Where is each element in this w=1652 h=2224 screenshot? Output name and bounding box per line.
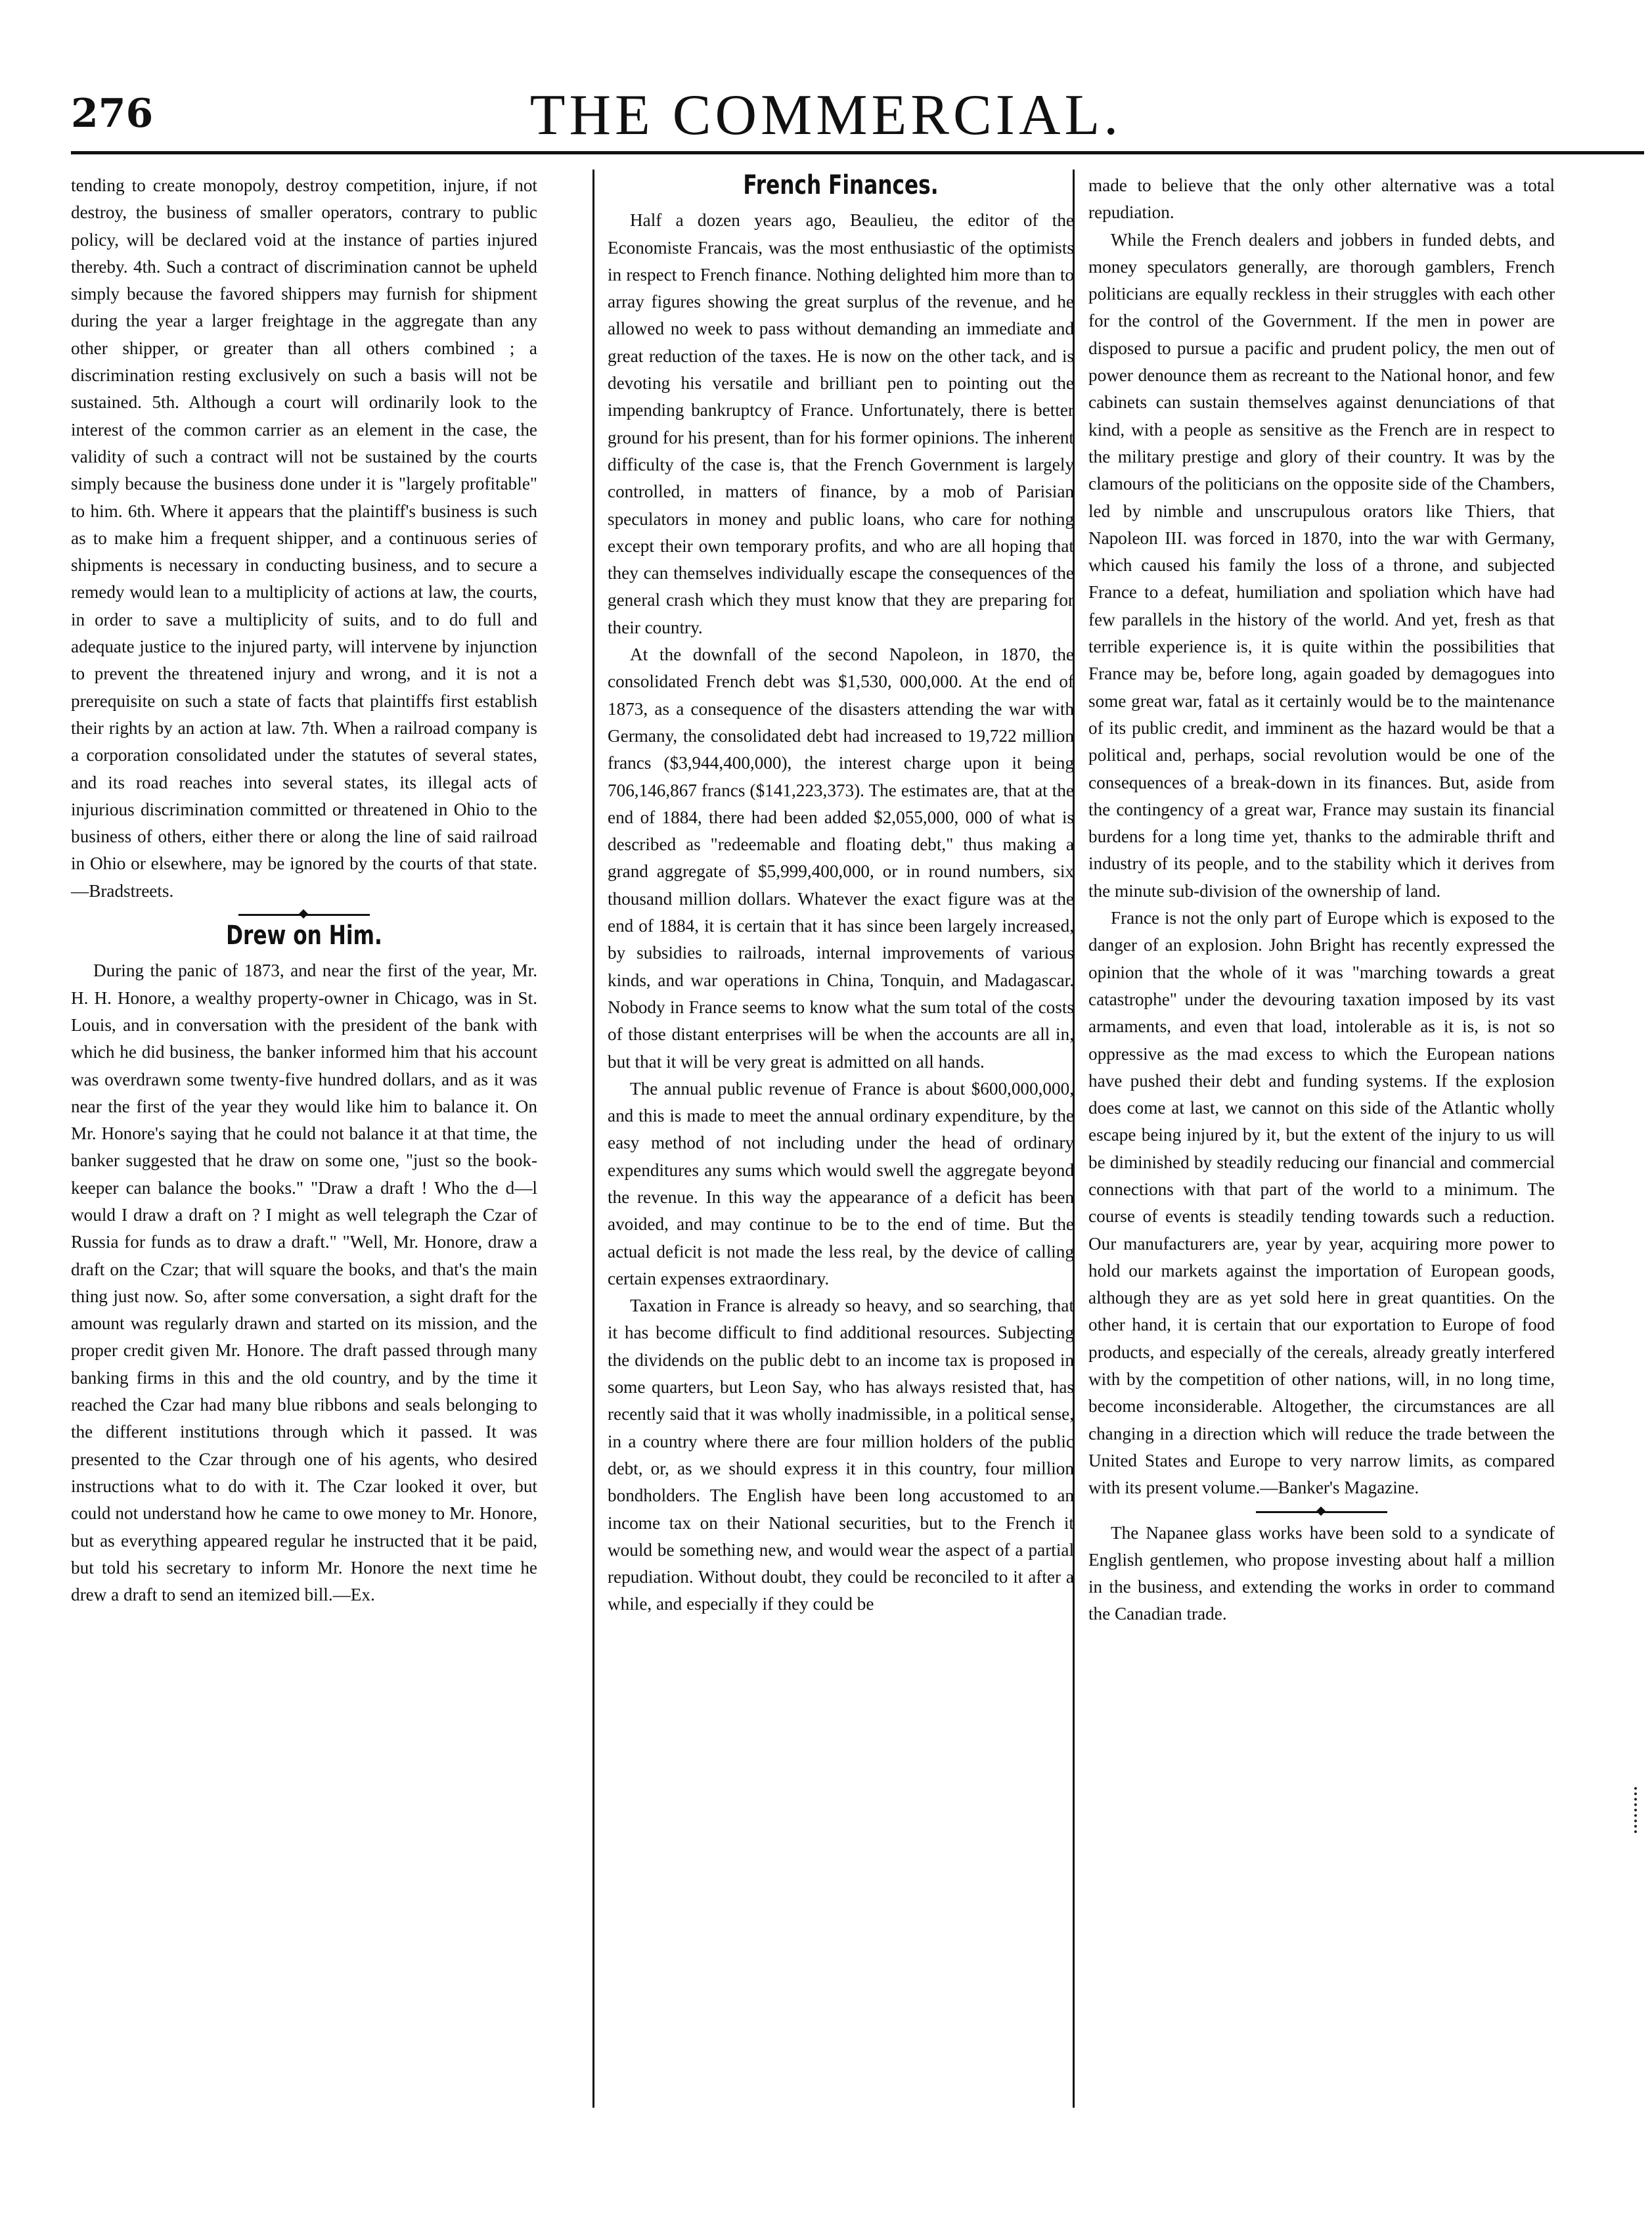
header-rule [71, 151, 1644, 154]
article-paragraph: Half a dozen years ago, Beaulieu, the editor of the Economiste Francais, was the most enthusiastic of the optimists in respect to French finance. Nothing delighted him more than to array figures showing the great surplus of the revenue, and he allowed no week to pass without demanding an immediate and great reduction of the taxes. He is now on the other tack, and is devoting his versatile and brilliant pen to pointing out the impending bankruptcy of France. Unfortunately, there is better ground for his present, than for his former opinions. The inherent difficulty of the case is, that the French Government is largely controlled, in matters of finance, by a mob of Parisian speculators in money and public loans, who care for nothing except their own temporary profits, and who are all hoping that they can themselves individually escape the consequences of the general crash which they must know that they are preparing for their country. [608, 210, 1074, 637]
column-1 [71, 172, 537, 1608]
article-paragraph: France is not the only part of Europe which is exposed to the danger of an explosion. John Bright has recently expressed the opinion that the whole of it was "marching towards a great catastrophe" under the devouring taxation imposed by its vast armaments, and even that load, intolerable as it is, is not so oppressive as the mad excess to which the European nations have pushed their debt and funding systems. If the explosion does come at last, we cannot on this side of the Atlantic wholly escape being injured by it, but the extent of the injury to us will be diminished by steadily reducing our financial and commercial connections with that part of the world to a minimum. The course of events is steadily tending towards such a reduction. Our manufacturers are, year by year, acquiring more power to hold our markets against the importation of European goods, although they are as yet sold here in great quantities. On the other hand, it is certain that our exportation to Europe of food products, and especially of the cereals, already greatly interfered with by the competition of other nations, will, in no long time, become inconsiderable. Altogether, the circumstances are all changing in a direction which will reduce the trade between the United States and Europe to very narrow limits, as compared with its present volume.—Banker's Magazine. [1088, 908, 1555, 1498]
article-continued-text: tending to create monopoly, destroy competition, injure, if not destroy, the business of smaller operators, contrary to public policy, will be declared void at the instance of parties injured thereby. 4th. Such a contract of discrimination cannot be upheld simply because the favored shippers may furnish for shipment during the year a larger freightage in the aggregate than any other shipper, or greater than all others combined ; a discrimination resting exclusively on such a basis will not be sustained. 5th. Although a court will ordinarily look to the interest of the common carrier as an element in the case, the validity of such a contract will not be sustained by the courts simply because the business done under it is "largely profitable" to him. 6th. Where it appears that the plaintiff's business is such as to make him a frequent shipper, and a continuous series of shipments is necessary in conducting business, and to secure a remedy would lean to a multiplicity of actions at law, the courts, in order to save a multiplicity of suits, and to do full and adequate justice to the injured party, will intervene by injunction to prevent the threatened injury and wrong, and it is not a prerequisite on such a state of facts that plaintiffs first establish their rights by an action at law. 7th. When a railroad company is a corporation consolidated under the statutes of several states, and its road reaches into several states, its illegal acts of injurious discrimination committed or threatened in Ohio to the business of others, either there or along the line of said railroad in Ohio or elsewhere, may be ignored by the courts of that state.—Bradstreets. [71, 175, 537, 901]
section-divider [238, 914, 370, 916]
column-2 [608, 172, 1074, 1618]
news-item-paragraph: The Napanee glass works have been sold to a syndicate of English gentlemen, who propose investing about half a million in the business, and extending the works in order to command the Canadian trade. [1088, 1522, 1555, 1624]
page-number: 276 [71, 91, 154, 137]
masthead-title: THE COMMERCIAL. [529, 83, 1123, 147]
article-paragraph: Taxation in France is already so heavy, and so searching, that it has become difficult to find additional resources. Subjecting the dividends on the public debt to an income tax is proposed in some quarters, but Leon Say, who has always resisted that, has recently said that it was wholly inadmissible, in a political sense, in a country where there are four million holders of the public debt, or, as we should express it in this country, four million bondholders. The English have been long accustomed to an income tax on their National securities, but to the French it would be something new, and would wear the aspect of a partial repudiation. Without doubt, they could be reconciled to it after a while, and especially if they could be [608, 1296, 1074, 1614]
column-3 [1088, 172, 1555, 1628]
section-divider [1256, 1511, 1387, 1513]
margin-mark [1634, 1787, 1640, 1833]
article-paragraph: made to believe that the only other alternative was a total repudiation. [1088, 175, 1555, 223]
article-paragraph: During the panic of 1873, and near the first of the year, Mr. H. H. Honore, a wealthy property-owner in Chicago, was in St. Louis, and in conversation with the president of the bank with which he did business, the banker informed him that his account was overdrawn some twenty-five hundred dollars, and as it was near the first of the year they would like him to balance it. On Mr. Honore's saying that he could not balance it at that time, the banker suggested that he draw on some one, "just so the book-keeper can balance the books." "Draw a draft ! Who the d—l would I draw a draft on ? I might as well telegraph the Czar of Russia for funds as to draw a draft." "Well, Mr. Honore, draw a draft on the Czar; that will square the books, and that's the main thing just now. So, after some conversation, a sight draft for the amount was regularly drawn and started on its mission, and the proper credit given Mr. Honore. The draft passed through many banking firms in this and the old country, and by the time it reached the Czar had many blue ribbons and seals belonging to the different institutions through which it passed. It was presented to the Czar through one of his agents, who desired instructions what to do with it. The Czar looked it over, but could not understand how he came to owe money to Mr. Honore, but as everything appeared regular he instructed that it be paid, but told his secretary to inform Mr. Honore the next time he drew a draft to send an itemized bill.—Ex. [71, 961, 537, 1605]
article-paragraph: The annual public revenue of France is about $600,000,000, and this is made to meet the annual ordinary expenditure, by the easy method of not including under the head of ordinary expenditures any sums which would swell the aggregate beyond the revenue. In this way the appearance of a deficit has been avoided, and may continue to be to the end of time. But the actual deficit is not made the less real, by the device of calling certain expenses extraordinary. [608, 1078, 1074, 1288]
page-header [0, 0, 1652, 151]
column-divider-1 [592, 170, 594, 2108]
article-paragraph: At the downfall of the second Napoleon, in 1870, the consolidated French debt was $1,530, 000,000. At the end of 1873, as a consequence of the disasters attending the war with Germany, the consolidated debt had increased to 19,722 million francs ($3,944,400,000), the interest charge upon it being 706,146,867 francs ($141,223,373). The estimates are, that at the end of 1884, there had been added $2,055,000, 000 of what is described as "redeemable and floating debt," thus making a grand aggregate of $5,999,400,000, or in round numbers, six thousand million dollars. Whatever the exact figure was at the end of 1884, it is certain that it has since been largely increased, by subsidies to railroads, internal improvements of various kinds, and war operations in China, Tonquin, and Madagascar. Nobody in France seems to know what the sum total of the costs of those distant enterprises will be when the accounts are all in, but that it will be very great is admitted on all hands. [608, 645, 1074, 1072]
article-paragraph: While the French dealers and jobbers in funded debts, and money speculators generally, are thorough gamblers, French politicians are equally reckless in their struggles with each other for the control of the Government. If the men in power are disposed to pursue a pacific and prudent policy, the men out of power denounce them as recreant to the National honor, and few cabinets can sustain themselves against denunciations of that kind, with a people as sensitive as the French are in respect to the military prestige and glory of their country. It was by the clamours of the politicians on the opposite side of the Chambers, led by nimble and unscrupulous orators like Thiers, that Napoleon III. was forced in 1870, into the war with Germany, which caused his family the loss of a throne, and subjected France to a defeat, humiliation and spoliation which have had few parallels in the history of the world. And yet, fresh as that terrible experience is, it is quite within the possibilities that France may be, before long, again goaded by demagogues into some great war, fatal as it certainly would be to the maintenance of its public credit, and imminent as the hazard would be that a political and, perhaps, social revolution would be one of the consequences of a break-down in its finances. But, aside from the contingency of a great war, France may sustain its financial burdens for a long time yet, thanks to the admirable thrift and industry of its people, and to the stability which it derives from the minute sub-division of the ownership of land. [1088, 229, 1555, 901]
article-heading-drew-on-him: Drew on Him. [226, 920, 382, 951]
article-heading-french-finances: French Finances. [743, 170, 939, 200]
